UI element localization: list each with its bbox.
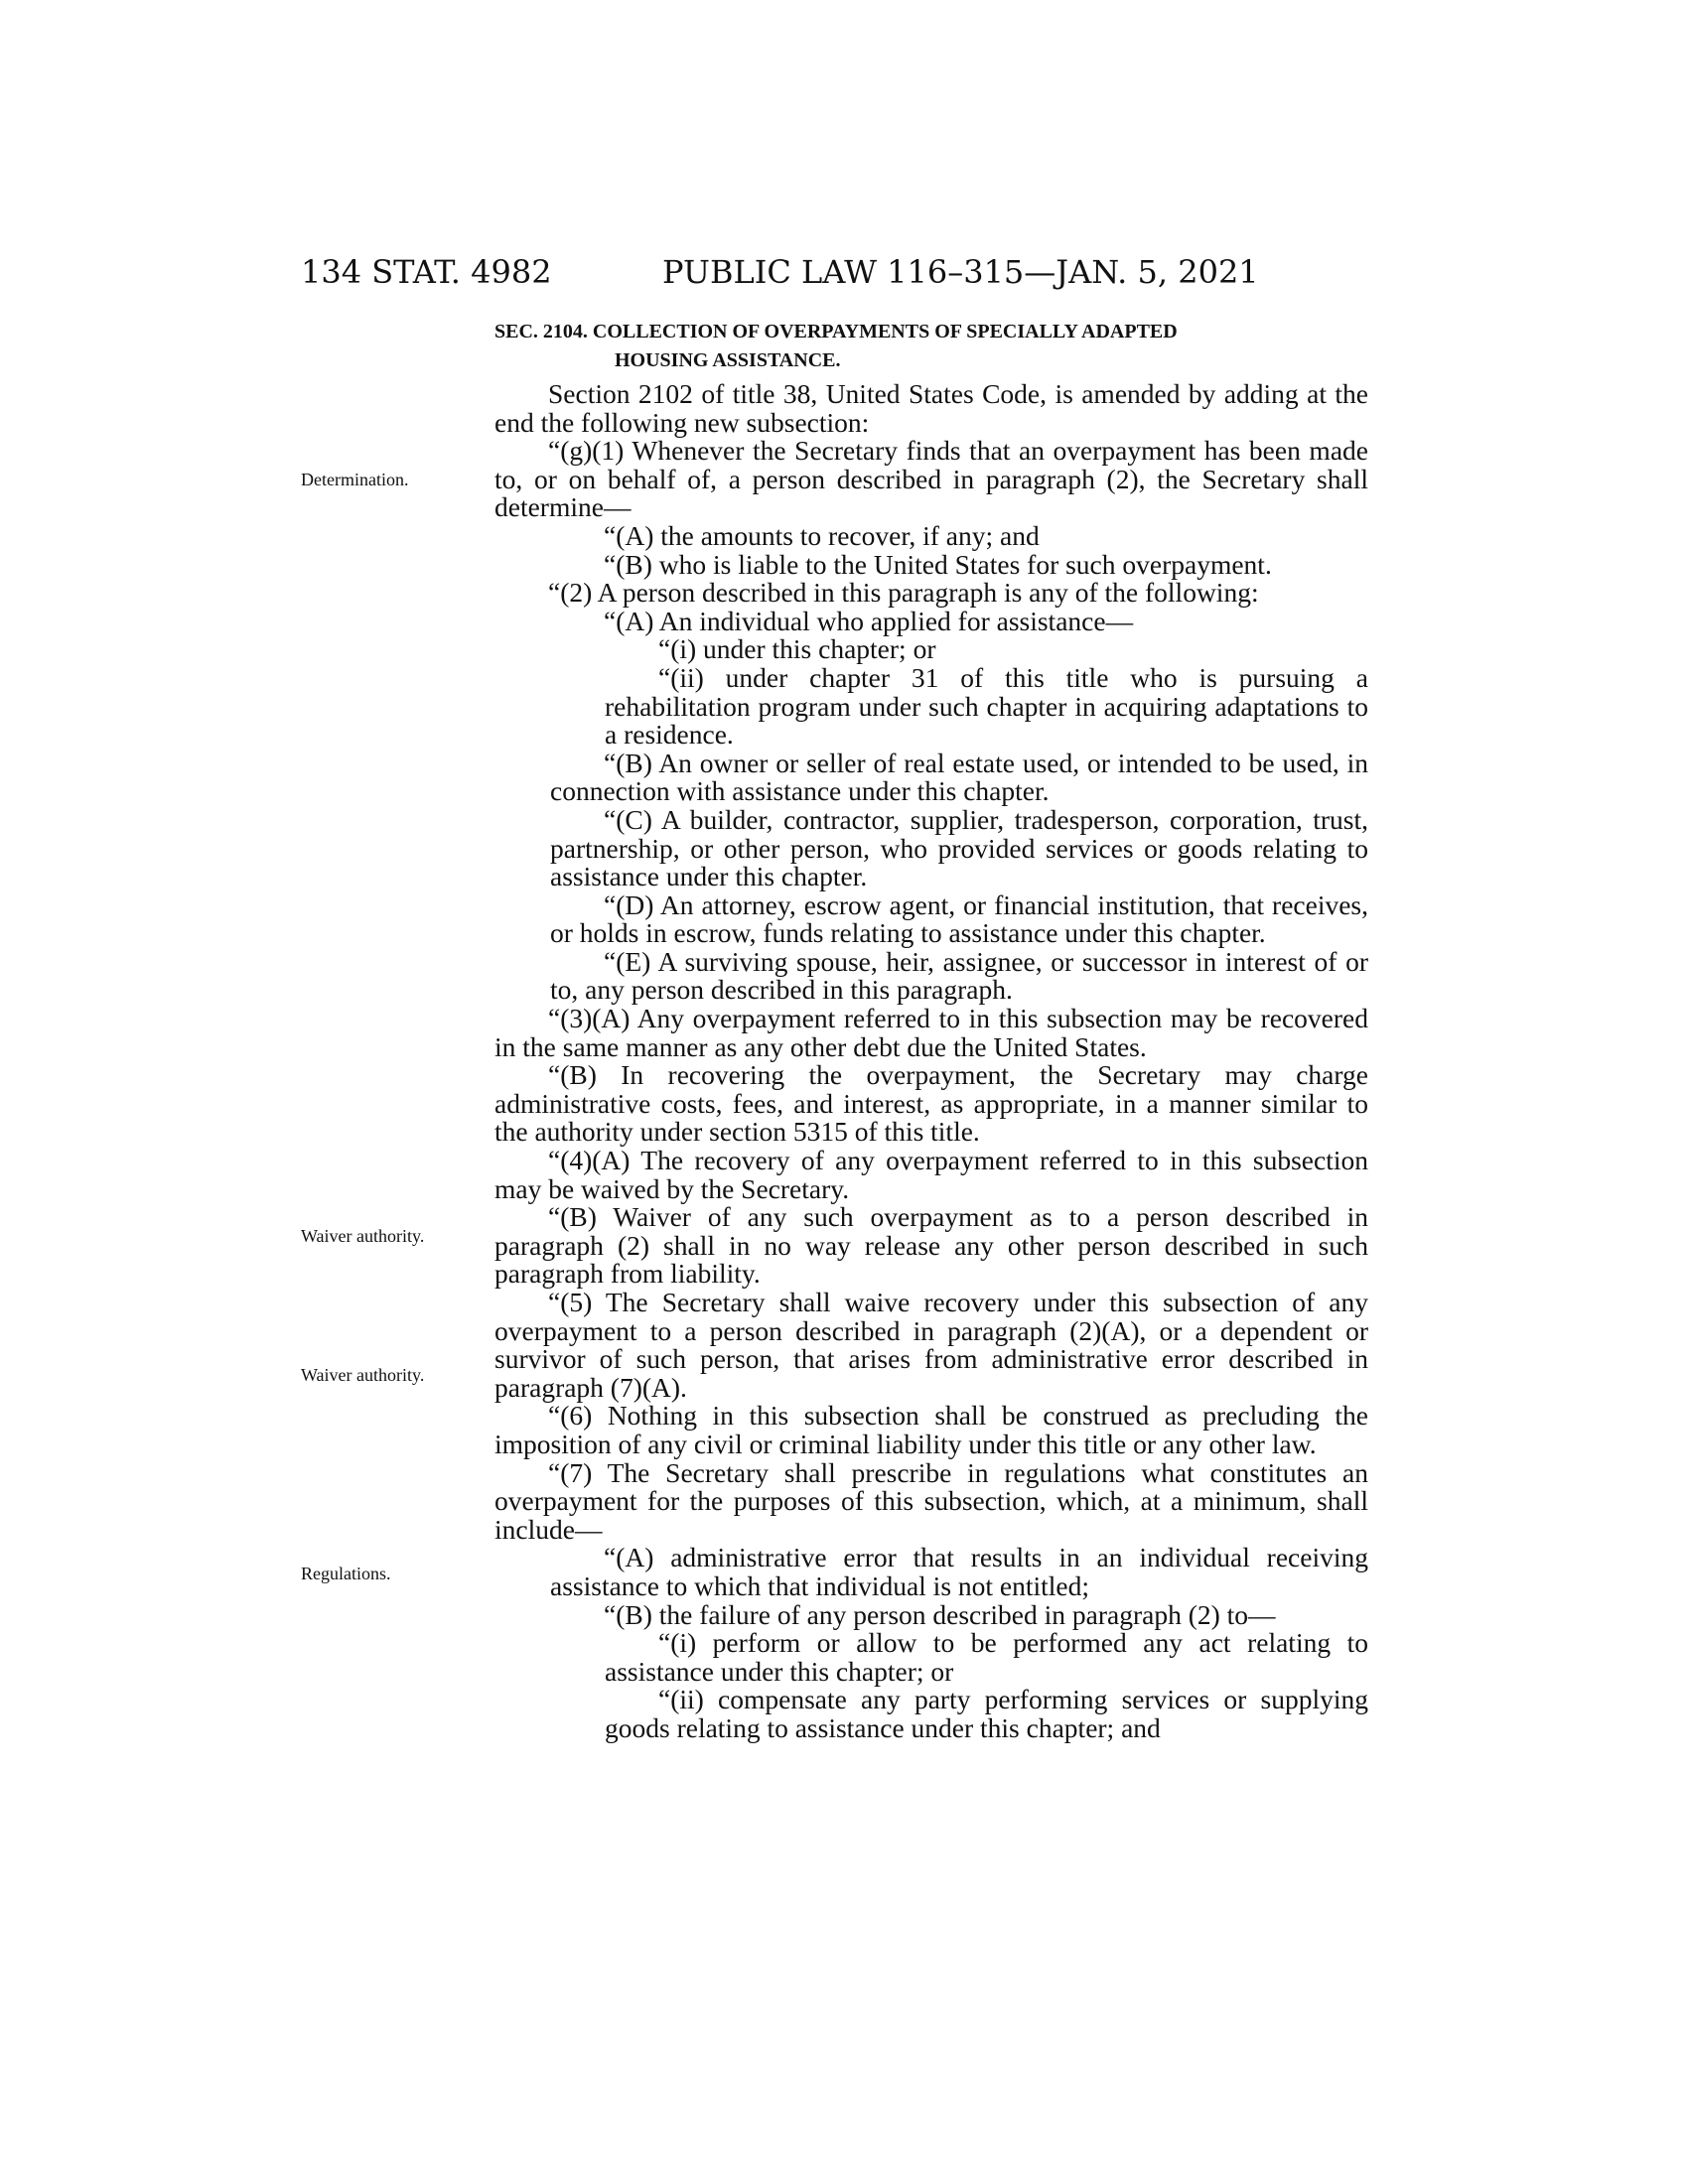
paragraph-7-b-i: “(i) perform or allow to be performed any act relating to assistance under this chapter; or [605, 1627, 1368, 1687]
paragraph-intro: Section 2102 of title 38, United States Code, is amended by adding at the end the following new subsection: [494, 378, 1368, 438]
paragraph-7-b: “(B) the failure of any person described in paragraph (2) to— [604, 1598, 1276, 1630]
paragraph-7-b-ii: “(ii) compensate any party performing services or supplying goods relating to assistance under this chapter; and [605, 1684, 1368, 1743]
paragraph-2-a-i: “(i) under this chapter; or [658, 633, 936, 665]
paragraph-g1-b: “(B) who is liable to the United States for such overpayment. [604, 548, 1272, 580]
paragraph-4-a: “(4)(A) The recovery of any overpayment referred to in this subsection may be waived by the Secretary. [494, 1145, 1368, 1204]
margin-note-determination: Determination. [301, 470, 409, 489]
paragraph-3-b: “(B) In recovering the overpayment, the Secretary may charge administrative costs, fees, and interest, as appropriate, in a manner similar to the authority under section 5315 of this title. [494, 1059, 1368, 1148]
section-heading [494, 318, 1368, 375]
paragraph-2-e: “(E) A surviving spouse, heir, assignee, or successor in interest of or to, any person described in this paragraph. [550, 945, 1368, 1006]
paragraph-6: “(6) Nothing in this subsection shall be construed as precluding the imposition of any civil or criminal liability under this title or any other law. [494, 1400, 1368, 1459]
paragraph-2: “(2) A person described in this paragraph is any of the following: [548, 577, 1259, 609]
paragraph-g1-a: “(A) the amounts to recover, if any; and [604, 519, 1040, 551]
paragraph-2-c: “(C) A builder, contractor, supplier, tradesperson, corporation, trust, partnership, or other person, who provided services or goods relating to assistance under this chapter. [550, 803, 1368, 892]
section-heading-line-1: SEC. 2104. COLLECTION OF OVERPAYMENTS OF SPECIALLY ADAPTED [494, 321, 1178, 342]
paragraph-2-d: “(D) An attorney, escrow agent, or financial institution, that receives, or holds in escrow, funds relating to assistance under this chapter. [550, 888, 1368, 949]
paragraph-7-a: “(A) administrative error that results in an individual receiving assistance to which that individual is not entitled; [550, 1542, 1368, 1601]
section-heading-line-2: HOUSING ASSISTANCE. [615, 349, 841, 371]
paragraph-g1: “(g)(1) Whenever the Secretary finds that an overpayment has been made to, or on behalf of, a person described in paragraph (2), the Secretary shall determine— [494, 435, 1368, 523]
running-header [0, 253, 1688, 303]
paragraph-2-b: “(B) An owner or seller of real estate used, or intended to be used, in connection with assistance under this chapter. [550, 747, 1368, 807]
paragraph-5: “(5) The Secretary shall waive recovery under this subsection of any overpayment to a person described in paragraph (2)(A), or a dependent or survivor of such person, that arises from administrative error described in paragraph (7)(A). [494, 1287, 1368, 1403]
statute-body [494, 380, 1368, 1743]
paragraph-3-a: “(3)(A) Any overpayment referred to in this subsection may be recovered in the same manner as any other debt due the United States. [494, 1003, 1368, 1062]
margin-note-waiver-authority-1: Waiver authority. [301, 1226, 425, 1246]
paragraph-7: “(7) The Secretary shall prescribe in regulations what constitutes an overpayment for the purposes of this subsection, which, at a minimum, shall include— [494, 1456, 1368, 1545]
public-law-citation: PUBLIC LAW 116–315—JAN. 5, 2021 [662, 253, 1259, 291]
stat-page-number: 134 STAT. 4982 [301, 253, 552, 291]
margin-note-regulations: Regulations. [301, 1564, 391, 1583]
margin-note-waiver-authority-2: Waiver authority. [301, 1365, 425, 1385]
paragraph-2-a: “(A) An individual who applied for assistance— [604, 605, 1134, 636]
paragraph-4-b: “(B) Waiver of any such overpayment as to a person described in paragraph (2) shall in no way release any other person described in such paragraph from liability. [494, 1201, 1368, 1290]
paragraph-2-a-ii: “(ii) under chapter 31 of this title who is pursuing a rehabilitation program under such chapter in acquiring adaptations to a residence. [605, 661, 1368, 751]
